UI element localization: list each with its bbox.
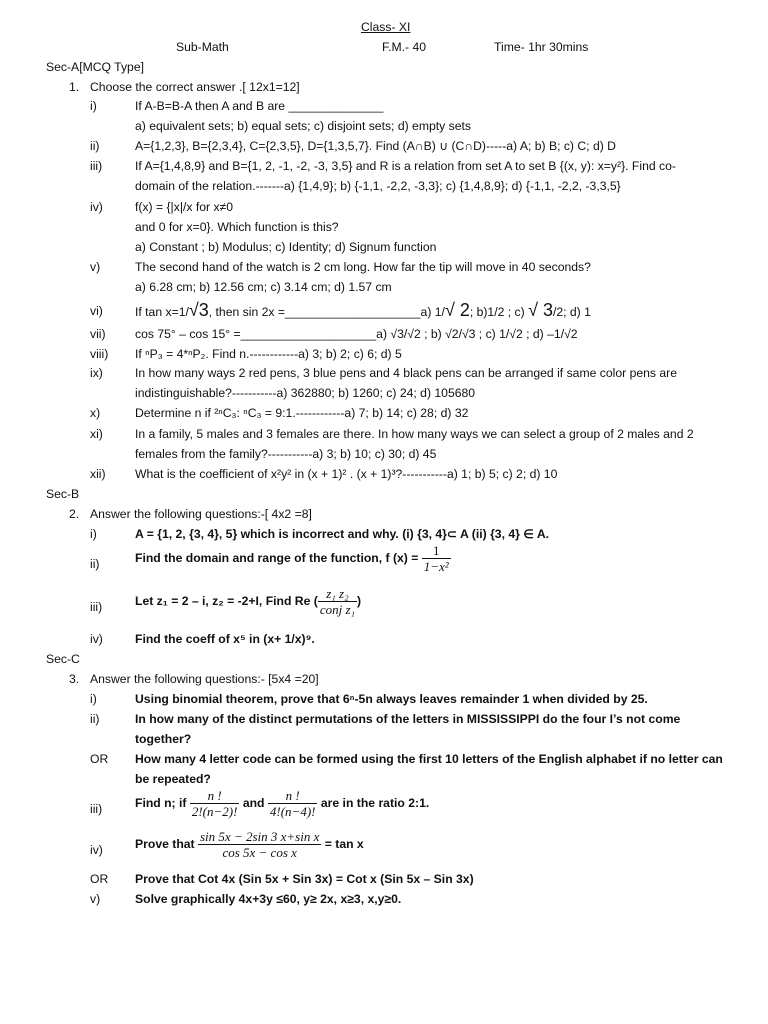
fraction: $\frac{n !}{2!(n-2)!}$ [191,788,238,819]
or-label: OR [90,752,109,766]
question-instruction: Answer the following questions:-[ 4x2 =8] [90,507,312,521]
item-text: Find the domain and range of the function, f (x) = $\frac{1}{\text{1−x²}}$ [135,543,449,574]
item-text: Prove that Cot 4x (Sin 5x + Sin 3x) = Cot x (Sin 5x – Sin 3x) [135,872,474,886]
section-a-heading: Sec-A[MCQ Type] [46,60,144,74]
item-text: Determine n if ²ⁿC₃: ⁿC₃ = 9:1.------------a) 7; b) 14; c) 28; d) 32 [135,406,469,420]
question-number: 3. [69,672,80,686]
item-label: i) [90,527,97,541]
section-c-heading: Sec-C [46,652,80,666]
item-label: viii) [90,347,109,361]
time-label: Time- 1hr 30mins [494,40,589,54]
subject-label: Sub-Math [176,40,229,54]
item-text: If A-B=B-A then A and B are ______________ [135,99,384,113]
item-text: f(x) = {|x|/x for x≠0 [135,200,234,214]
item-text: In how many of the distinct permutations of the letters in MISSISSIPPI do the four I’s not come [135,712,681,726]
item-label: i) [90,692,97,706]
item-label: iii) [90,600,103,614]
fraction: $\frac{1}{\text{1−x²}}$ [423,543,449,574]
item-options: a) equivalent sets; b) equal sets; c) disjoint sets; d) empty sets [135,119,471,133]
or-label: OR [90,872,109,886]
item-text: Find the coeff of x⁵ in (x+ 1/x)⁹. [135,632,315,646]
item-label: ix) [90,366,103,380]
item-label: iv) [90,200,103,214]
item-label: i) [90,99,97,113]
item-text: Prove that $\frac{\text{sin 5x − 2sin 3 x+sin x}}{\text{cos 5x − cos x}}$ = tan x [135,829,364,860]
item-text: How many 4 letter code can be formed using the first 10 letters of the English alphabet if no letter can [135,752,723,766]
question-number: 2. [69,507,80,521]
question-instruction: Choose the correct answer .[ 12x1=12] [90,80,300,94]
item-label: ii) [90,557,100,571]
item-label: xii) [90,467,106,481]
item-label: xi) [90,427,103,441]
item-text: be repeated? [135,772,211,786]
item-text: A = {1, 2, {3, 4}, 5} which is incorrect and why. (i) {3, 4}⊂ A (ii) {3, 4} ∈ A. [135,527,550,541]
item-label: iv) [90,843,103,857]
item-text: Let z₁ = 2 – i, z₂ = -2+I, Find Re ( $\frac{\text{z₁ z₂}}{\text{conj z₁}}$ ) [135,586,362,617]
item-label: iii) [90,159,103,173]
full-marks-label: F.M.- 40 [382,40,427,54]
item-text: indistinguishable?-----------a) 362880; b) 1260; c) 24; d) 105680 [135,386,476,400]
item-options: a) 6.28 cm; b) 12.56 cm; c) 3.14 cm; d) 1.57 cm [135,280,392,294]
item-label: vii) [90,327,106,341]
item-label: iii) [90,802,103,816]
fraction: $\frac{\text{sin 5x − 2sin 3 x+sin x}}{\text{cos 5x − cos x}}$ [200,829,320,860]
fraction: $\frac{n !}{4!(n-4)!}$ [269,788,316,819]
item-text: The second hand of the watch is 2 cm long. How far the tip will move in 40 seconds? [135,260,591,274]
item-text: together? [135,732,192,746]
item-text: Using binomial theorem, prove that 6ⁿ-5n always leaves remainder 1 when divided by 25. [135,692,648,706]
item-label: ii) [90,139,100,153]
item-label: v) [90,260,101,274]
item-text: In how many ways 2 red pens, 3 blue pens and 4 black pens can be arranged if same color pens are [135,366,677,380]
item-text: If ⁿP₃ = 4*ⁿP₂. Find n.------------a) 3; b) 2; c) 6; d) 5 [135,347,402,361]
item-label: ii) [90,712,100,726]
item-label: vi) [90,304,103,318]
item-text: If A={1,4,8,9} and B={1, 2, -1, -2, -3, 3,5} and R is a relation from set A to set B {(x, y): x=y²}. Find co- [135,159,676,173]
item-text: Find n; if $\frac{n !}{2!(n-2)!}$ and $\frac{n !}{4!(n-4)!}$ are in the ratio 2:1. [135,788,430,819]
item-label: v) [90,892,101,906]
item-text: domain of the relation.-------a) {1,4,9}; b) {-1,1, -2,2, -3,3}; c) {1,4,8,9}; d) {-1,1, -2,2, -3,3,5} [135,179,621,193]
item-text: If tan x=1/√3, then sin 2x =____________________a) 1/√ 2; b)1/2 ; c) √ 3/2; d) 1 [135,300,591,320]
fraction: $\frac{\text{z₁ z₂}}{\text{conj z₁}}$ [319,586,356,617]
item-options: a) Constant ; b) Modulus; c) Identity; d) Signum function [135,240,437,254]
item-text: In a family, 5 males and 3 females are there. In how many ways we can select a group of 2 males and 2 [135,427,694,441]
item-text: and 0 for x=0}. Which function is this? [135,220,339,234]
class-heading: Class- XI [361,20,411,34]
item-text: Solve graphically 4x+3y ≤60, y≥ 2x, x≥3, x,y≥0. [135,892,402,906]
item-text: What is the coefficient of x²y² in (x + 1)² . (x + 1)³?-----------a) 1; b) 5; c) 2; d) 10 [135,467,558,481]
question-instruction: Answer the following questions:- [5x4 =20] [90,672,319,686]
question-number: 1. [69,80,80,94]
item-text: females from the family?-----------a) 3; b) 10; c) 30; d) 45 [135,447,437,461]
item-text: A={1,2,3}, B={2,3,4}, C={2,3,5}, D={1,3,5,7}. Find (A∩B) ∪ (C∩D)-----a) A; b) B; c) C; d) D [135,139,616,153]
item-label: x) [90,406,101,420]
section-b-heading: Sec-B [46,487,80,501]
item-label: iv) [90,632,103,646]
item-text: cos 75° – cos 15° =____________________a) √3/√2 ; b) √2/√3 ; c) 1/√2 ; d) –1/√2 [135,327,578,341]
